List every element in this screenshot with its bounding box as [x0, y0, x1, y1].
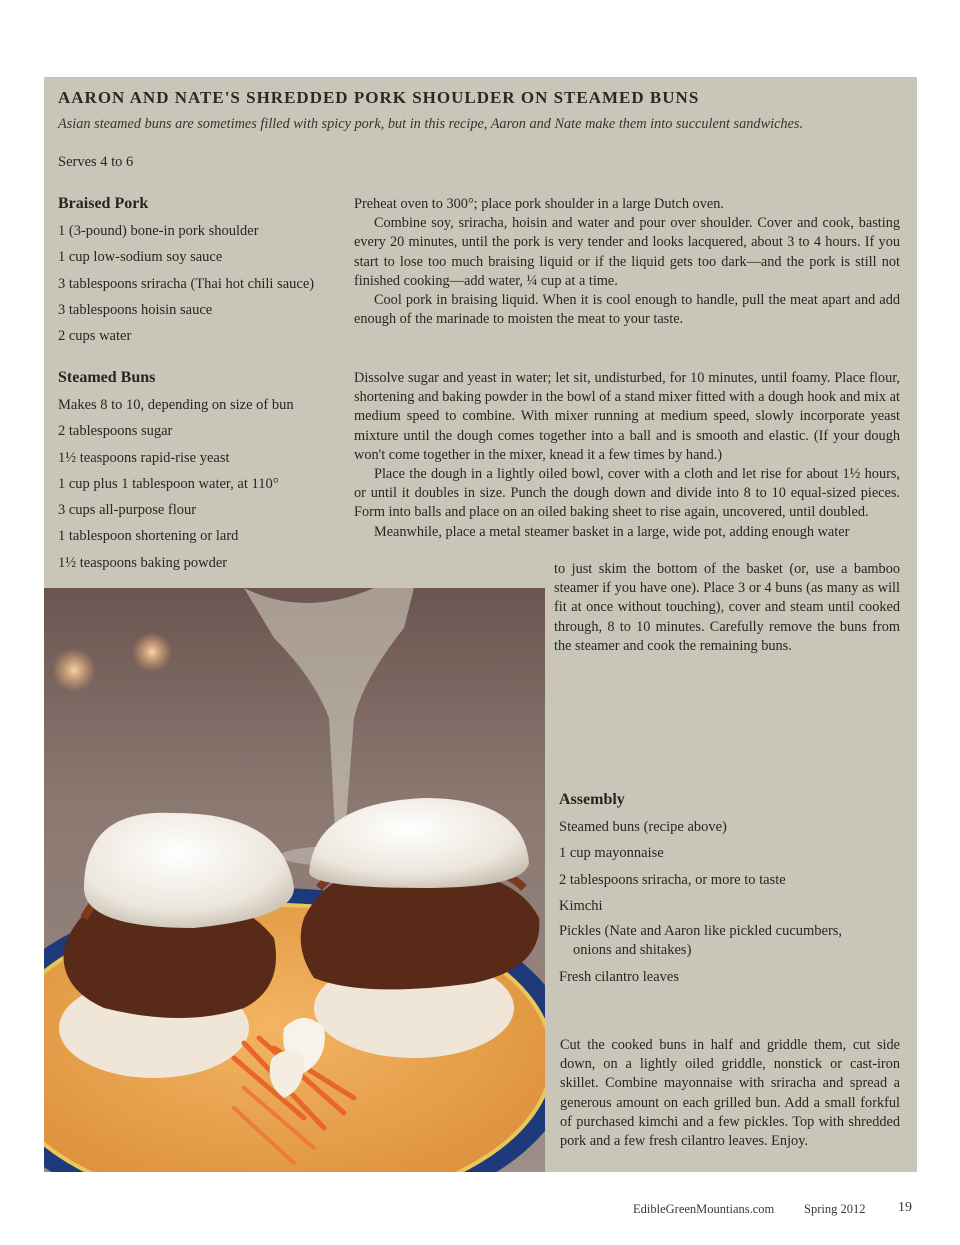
recipe-serves: Serves 4 to 6: [58, 154, 134, 170]
assembly-directions: [560, 1036, 900, 1151]
ingredient-item: [559, 919, 879, 964]
ingredient-item: 2 cups water: [58, 328, 132, 345]
direction-paragraph: Cut the cooked buns in half and griddle them, cut side down, on a lightly oiled griddle, nonstick or cast-iron skillet. Combine mayonnaise with sriracha and spread a generous amount on each grilled bun. Add a small forkful of purchased kimchi and a few pickles. Top with shredded pork and a few fresh cilantro leaves. Enjoy.: [560, 1037, 900, 1150]
direction-paragraph: Place the dough in a lightly oiled bowl, cover with a cloth and let rise for about 1½ hours, or until it doubles in size. Punch the dough down and divide into 8 to 10 equal-sized pieces. Form into balls and place on an oiled baking sheet to rise again, uncovered, until doubled.: [354, 466, 900, 521]
ingredient-item: 1 cup plus 1 tablespoon water, at 110°: [58, 475, 279, 492]
direction-paragraph: Preheat oven to 300°; place pork shoulder in a large Dutch oven.: [354, 196, 724, 212]
direction-paragraph: Cool pork in braising liquid. When it is cool enough to handle, pull the meat apart and add enough of the marinade to moisten the meat to your taste.: [354, 292, 900, 328]
ingredient-line: onions and shitakes): [573, 942, 692, 959]
ingredient-item: Kimchi: [559, 897, 603, 914]
ingredient-item: Steamed buns (recipe above): [559, 819, 727, 835]
assembly-ingredients: [559, 814, 879, 990]
braised-pork-heading: Braised Pork: [58, 195, 149, 212]
assembly-heading: Assembly: [559, 791, 625, 808]
ingredient-item: 3 cups all-purpose flour: [58, 502, 197, 519]
ingredient-item: 1 cup mayonnaise: [559, 845, 664, 862]
direction-paragraph: Combine soy, sriracha, hoisin and water and pour over shoulder. Cover and cook, basting every 20 minutes, until the pork is very tender and looks lacquered, about 3 to 4 hours. If you start to lose too much braising liquid or if the liquid gets too dark—and the pork is still not finished cooking—add water, ¼ cup at a time.: [354, 215, 900, 289]
ingredient-item: 2 tablespoons sugar: [58, 423, 173, 440]
recipe-title: AARON AND NATE'S SHREDDED PORK SHOULDER ON STEAMED BUNS: [58, 88, 700, 107]
steamed-buns-directions-continued: [554, 560, 900, 656]
recipe-subtitle: Asian steamed buns are sometimes filled with spicy pork, but in this recipe, Aaron and Nate make them into succulent sandwiches.: [58, 116, 804, 132]
direction-paragraph: Dissolve sugar and yeast in water; let sit, undisturbed, for 10 minutes, until foamy. Place flour, shortening and baking powder in the bowl of a stand mixer fitted with a dough hook and mix at medium speed to combine. With mixer running at medium speed, slowly incorporate yeast mixture until the dough comes together into a ball and is smooth and elastic. (If your dough won't come together in the mixer, knead it a few times by hand.): [354, 370, 900, 463]
steamed-buns-ingredients: [58, 392, 294, 576]
direction-paragraph: to just skim the bottom of the basket (or, use a bamboo steamer if you have one). Place 3 or 4 buns (as many as will fit at once without touching), cover and steam until cooked through, 8 to 10 minutes. Carefully remove the buns from the steamer and cook the remaining buns.: [554, 561, 900, 654]
braised-pork-ingredients: [58, 218, 314, 349]
steamed-buns-heading: Steamed Buns: [58, 369, 156, 386]
steamed-buns-directions: [354, 369, 900, 542]
direction-paragraph: Meanwhile, place a metal steamer basket in a large, wide pot, adding enough water: [374, 523, 850, 540]
footer-site: EdibleGreenMountians.com: [633, 1202, 775, 1216]
ingredient-line: Pickles (Nate and Aaron like pickled cucumbers,: [559, 923, 843, 940]
ingredient-item: 3 tablespoons sriracha (Thai hot chili sauce): [58, 275, 315, 292]
ingredient-item: 1½ teaspoons baking powder: [58, 554, 228, 571]
ingredient-item: 1½ teaspoons rapid-rise yeast: [58, 449, 230, 466]
ingredient-item: 2 tablespoons sriracha, or more to taste: [559, 871, 786, 888]
page-number: 19: [898, 1200, 912, 1215]
ingredient-item: Makes 8 to 10, depending on size of bun: [58, 397, 294, 413]
ingredient-item: 3 tablespoons hoisin sauce: [58, 301, 213, 318]
pork-buns-photo: [44, 588, 545, 1172]
ingredient-item: 1 (3-pound) bone-in pork shoulder: [58, 223, 259, 239]
ingredient-item: Fresh cilantro leaves: [559, 969, 679, 986]
ingredient-item: 1 tablespoon shortening or lard: [58, 528, 239, 545]
braised-pork-directions: [354, 195, 900, 329]
ingredient-item: 1 cup low-sodium soy sauce: [58, 249, 223, 266]
footer-issue: Spring 2012: [804, 1202, 866, 1216]
